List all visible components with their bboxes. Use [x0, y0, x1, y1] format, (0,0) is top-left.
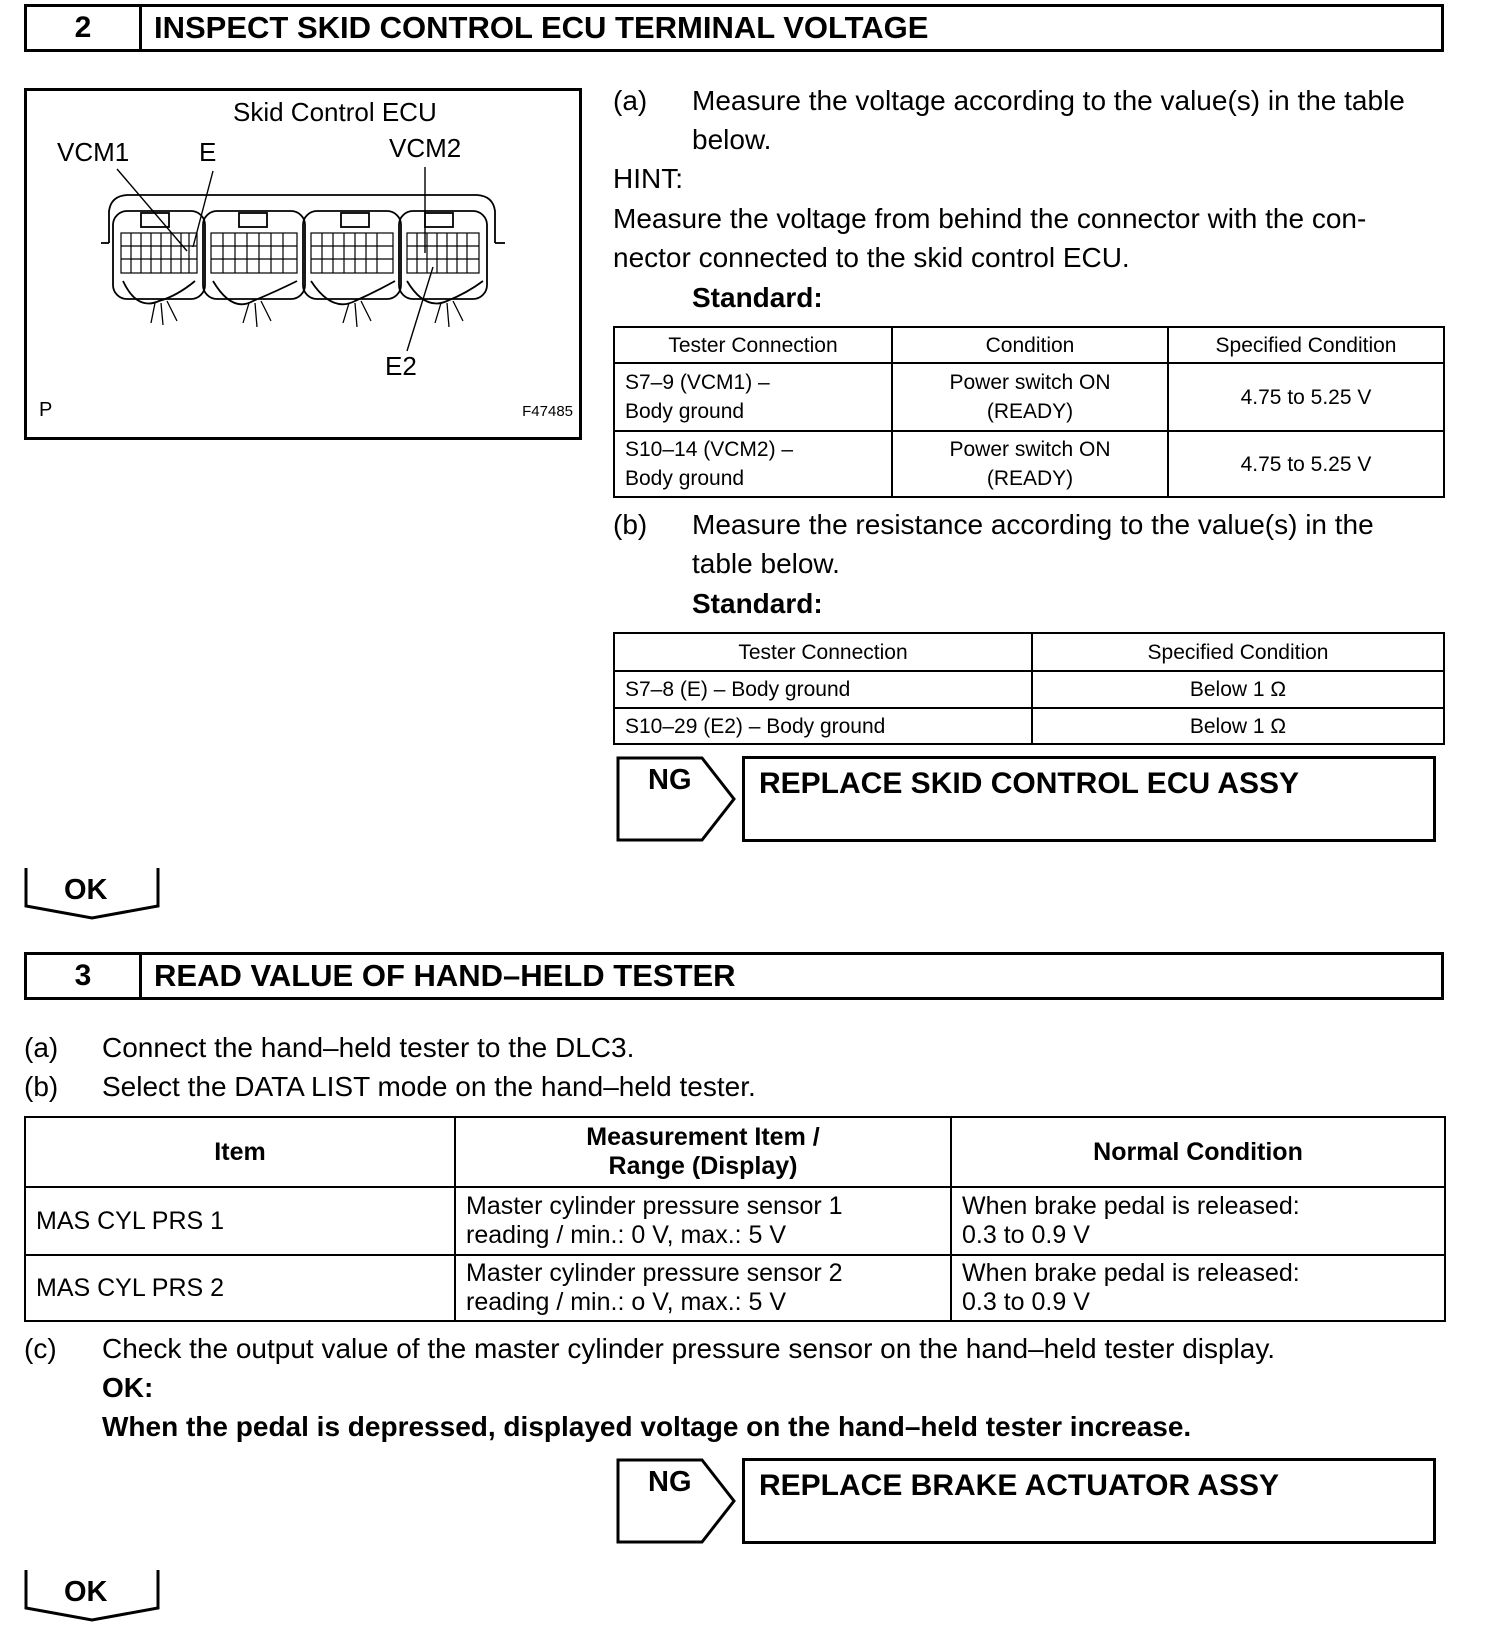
table-row — [25, 1255, 1445, 1321]
header-specified-condition: Specified Condition — [1032, 633, 1444, 671]
header-normal-condition: Normal Condition — [951, 1117, 1445, 1187]
table-row — [614, 431, 1444, 497]
step-b-line1: Measure the resistance according to the value(s) in the — [692, 509, 1374, 540]
figure-title: Skid Control ECU — [233, 97, 437, 127]
ng-action: REPLACE SKID CONTROL ECU ASSY — [742, 756, 1436, 842]
cell-line: Body ground — [625, 400, 745, 423]
header-tester-connection: Tester Connection — [614, 327, 892, 363]
cell-line: Master cylinder pressure sensor 1 — [466, 1192, 843, 1220]
voltage-table — [613, 326, 1445, 498]
cell-line: Power switch ON — [949, 371, 1111, 394]
data-list-table — [24, 1116, 1446, 1322]
ng-result-box — [616, 756, 1436, 842]
standard-label: Standard: — [692, 282, 823, 313]
resistance-table — [613, 632, 1445, 745]
cell-spec: Below 1 Ω — [1032, 708, 1444, 744]
section-title: INSPECT SKID CONTROL ECU TERMINAL VOLTAGE — [154, 10, 929, 45]
cell-measurement — [455, 1187, 951, 1255]
label-e2: E2 — [385, 351, 417, 381]
step-b-line2: table below. — [692, 548, 840, 579]
ok-label: OK — [64, 874, 108, 906]
cell-line: Power switch ON — [949, 438, 1111, 461]
ok-marker — [24, 1568, 160, 1622]
step-a-line1: Measure the voltage according to the value(s) in the table — [692, 85, 1405, 116]
step-a-label: (a) — [24, 1032, 59, 1063]
cell-normal — [951, 1187, 1445, 1255]
step-b-label: (b) — [613, 509, 648, 540]
section-number: 3 — [27, 955, 142, 997]
table-row — [25, 1187, 1445, 1255]
ng-result-box — [616, 1458, 1436, 1544]
step-a-label: (a) — [613, 85, 648, 116]
ok-label: OK — [64, 1576, 108, 1608]
hint-line1: Measure the voltage from behind the connector with the con- — [613, 203, 1367, 234]
ok-marker — [24, 866, 160, 920]
table-row — [614, 363, 1444, 431]
header-condition: Condition — [892, 327, 1168, 363]
cell-line: 0.3 to 0.9 V — [962, 1288, 1090, 1316]
label-vcm1: VCM1 — [57, 137, 130, 167]
cell-condition — [892, 431, 1168, 497]
section-3-header — [24, 952, 1444, 1000]
cell-connection — [614, 431, 892, 497]
label-e: E — [199, 137, 217, 167]
ng-label: NG — [648, 1466, 692, 1498]
header-specified-condition: Specified Condition — [1168, 327, 1444, 363]
cell-line: reading / min.: 0 V, max.: 5 V — [466, 1221, 787, 1249]
table-header-row — [614, 633, 1444, 671]
cell-line: 0.3 to 0.9 V — [962, 1221, 1090, 1249]
header-tester-connection: Tester Connection — [614, 633, 1032, 671]
table-row — [614, 708, 1444, 744]
cell-item: MAS CYL PRS 1 — [25, 1187, 455, 1255]
step-a-line2: below. — [692, 124, 772, 155]
header-item: Item — [25, 1117, 455, 1187]
step-b-text: Select the DATA LIST mode on the hand–held tester. — [102, 1071, 756, 1102]
cell-spec: Below 1 Ω — [1032, 671, 1444, 708]
ok-statement: When the pedal is depressed, displayed voltage on the hand–held tester increase. — [102, 1411, 1192, 1442]
section-title: READ VALUE OF HAND–HELD TESTER — [154, 958, 736, 993]
figure-id: F47485 — [522, 403, 573, 420]
table-row — [614, 671, 1444, 708]
cell-line: S10–14 (VCM2) – — [625, 438, 794, 461]
cell-connection: S7–8 (E) – Body ground — [614, 671, 1032, 708]
label-vcm2: VCM2 — [389, 133, 462, 163]
ok-heading: OK: — [102, 1372, 154, 1403]
hint-line2: nector connected to the skid control ECU. — [613, 242, 1130, 273]
section-number: 2 — [27, 7, 142, 49]
step-c-label: (c) — [24, 1333, 57, 1364]
cell-spec: 4.75 to 5.25 V — [1168, 431, 1444, 497]
header-line: Range (Display) — [608, 1152, 798, 1180]
table-header-row — [25, 1117, 1445, 1187]
cell-condition — [892, 363, 1168, 431]
cell-item: MAS CYL PRS 2 — [25, 1255, 455, 1321]
standard-label-b: Standard: — [692, 588, 823, 619]
cell-line: When brake pedal is released: — [962, 1192, 1300, 1220]
cell-line: (READY) — [986, 400, 1074, 423]
figure-corner-label: P — [39, 399, 53, 421]
cell-normal — [951, 1255, 1445, 1321]
step-c-text: Check the output value of the master cylinder pressure sensor on the hand–held tester display. — [102, 1333, 1276, 1364]
header-measurement — [455, 1117, 951, 1187]
section-2-header — [24, 4, 1444, 52]
cell-spec: 4.75 to 5.25 V — [1168, 363, 1444, 431]
cell-line: (READY) — [986, 467, 1074, 490]
ecu-figure — [24, 88, 582, 440]
table-header-row — [614, 327, 1444, 363]
ng-action: REPLACE BRAKE ACTUATOR ASSY — [742, 1458, 1436, 1544]
ng-label: NG — [648, 764, 692, 796]
cell-line: Master cylinder pressure sensor 2 — [466, 1259, 843, 1287]
cell-measurement — [455, 1255, 951, 1321]
cell-line: reading / min.: o V, max.: 5 V — [466, 1288, 787, 1316]
header-line: Measurement Item / — [586, 1123, 820, 1151]
cell-line: Body ground — [625, 467, 745, 490]
cell-line: When brake pedal is released: — [962, 1259, 1300, 1287]
cell-connection: S10–29 (E2) – Body ground — [614, 708, 1032, 744]
cell-connection — [614, 363, 892, 431]
step-a-text: Connect the hand–held tester to the DLC3. — [102, 1032, 635, 1063]
cell-line: S7–9 (VCM1) – — [625, 371, 770, 394]
step-b-label: (b) — [24, 1071, 59, 1102]
hint-label: HINT: — [613, 163, 683, 194]
